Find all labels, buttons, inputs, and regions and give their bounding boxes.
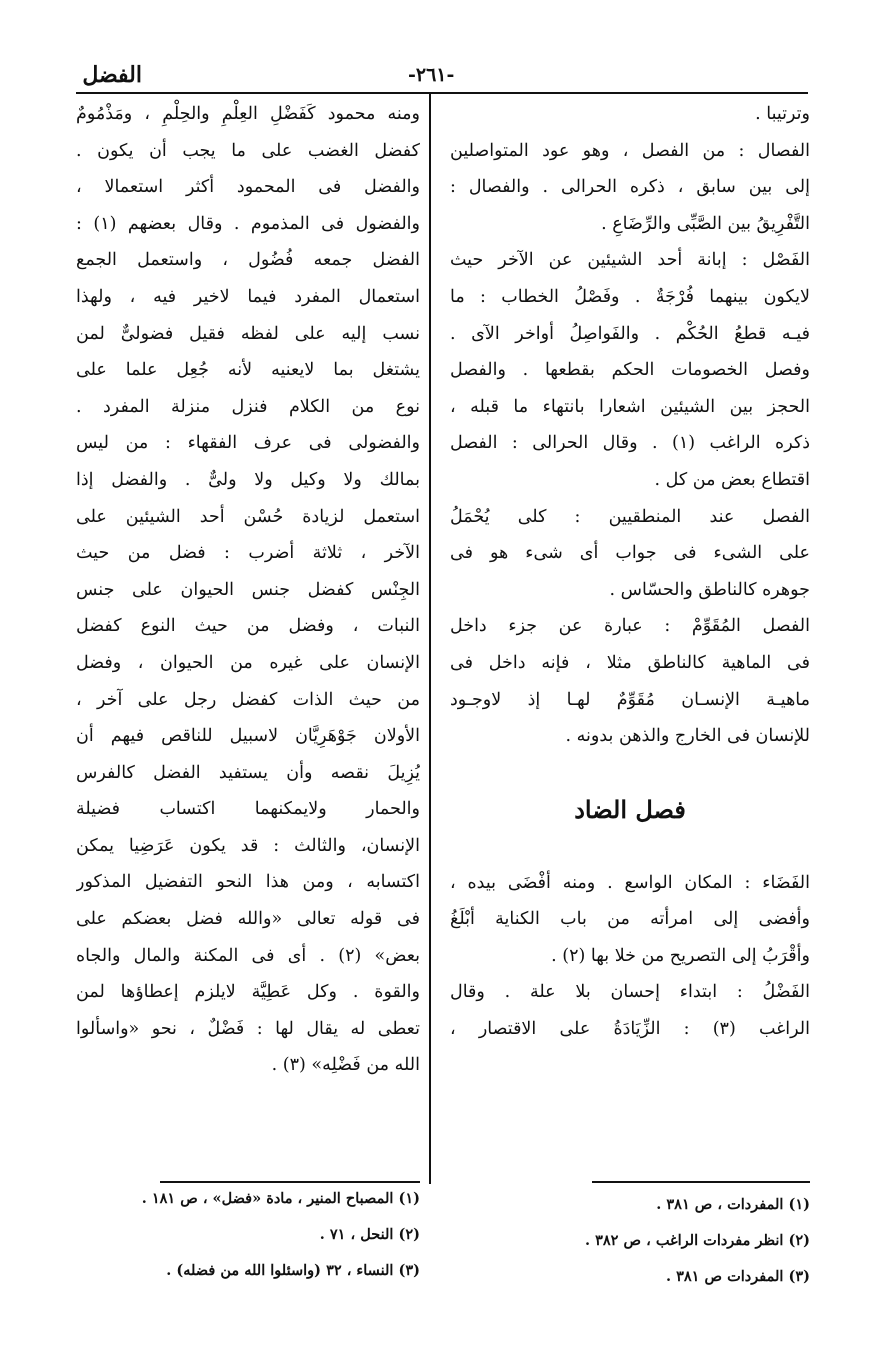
text-line: النبات ، وفضل من حيث النوع كفضل (76, 616, 420, 637)
footnote: (٢) انظر مفردات الراغب ، ص ٣٨٢ . (584, 1232, 810, 1249)
text-line: فى قوله تعالى «والله فضل بعضكم على (76, 909, 420, 930)
text-line: على الشىء فى جواب أى شىء هو فى (450, 543, 810, 564)
text-line: والفضول فى المذموم . وقال بعضهم (١) : (76, 213, 420, 234)
text-line: والقوة . وكل عَطِيَّة لايلزم إعطاؤها لمن (76, 982, 420, 1003)
text-line: الآخر ، ثلاثة أضرب : فضل من حيث (76, 543, 420, 564)
text-line: استعمل لزيادة حُسْن أحد الشيئين على (76, 506, 420, 527)
entry-line: الفصال : من الفصل ، وهو عود المتواصلين (450, 140, 810, 161)
text-line: نسب إليه على لفظه فقيل فضولىٌّ لمن (76, 323, 420, 344)
left-column (76, 96, 420, 1084)
text-line: يشتغل بما لايعنيه لأنه جُعِل علما على (76, 360, 420, 381)
text-line: ومنه محمود كَفَضْلِ العِلْمِ والحِلْمِ ، ومَذْمُومٌ (76, 104, 420, 124)
footnote: (٢) النحل ، ٧١ . (319, 1226, 420, 1243)
text-line: اكتسابه ، ومن هذا النحو التفضيل المذكور (76, 872, 420, 893)
text-line: الإنسان، والثالث : قد يكون عَرَضِيا يمكن (76, 835, 420, 856)
text-line: الراغب (٣) : الزِّيَادَةُ على الاقتصار ، (450, 1019, 810, 1040)
text-line: وأقْرَبُ إلى التصريح من خلا بها (٢) . (551, 945, 810, 966)
text-line: وأفضى إلى امرأته من باب الكناية أبْلَغُ (450, 909, 810, 930)
right-column (450, 96, 810, 1048)
entry-line: الفَضْلُ : ابتداء إحسان بلا علة . وقال (450, 982, 810, 1003)
text-line: بعض» (٢) . أى فى المكنة والمال والجاه (76, 945, 420, 966)
entry-line: الفصل عند المنطقيين : كلى يُحْمَلُ (450, 506, 810, 527)
text-line: التَّفْرِيقُ بين الصَّبِّى والرِّضَاعِ . (601, 213, 810, 234)
entry-line: الفَصْل : إبانة أحد الشيئين عن الآخر حيث (450, 250, 810, 271)
text-line: استعمال المفرد فيما لاخير فيه ، ولهذا (76, 286, 420, 307)
text-line: الإنسان على غيره من الحيوان ، وفضل (76, 652, 420, 673)
text-line: جوهره كالناطق والحسّاس . (609, 579, 810, 600)
text-line: من حيث الذات كفضل رجل على آخر ، (76, 689, 420, 710)
footnote-divider-left (160, 1181, 420, 1183)
text-line: فيـه قطعُ الحُكْم . والفَواصِلُ أواخر الآى . (450, 323, 810, 344)
footnote: (١) المصباح المنير ، مادة «فضل» ، ص ١٨١ . (141, 1190, 420, 1207)
text-line: والحمار ولايمكنهما اكتساب فضيلة (76, 799, 420, 820)
text-line: الأولان جَوْهَرِيَّان لاسبيل للناقص فيهم أن (76, 726, 420, 747)
text-line: بمالك ولا وكيل ولا ولىٌّ . والفضل إذا (76, 469, 420, 490)
text-line: والفضولى فى عرف الفقهاء : من ليس (76, 433, 420, 454)
text-line: إلى بين سابق ، ذكره الحرالى . والفصال : (450, 177, 810, 198)
text-line: لايكون بينهما فُرْجَةٌ . وفَصْلُ الخطاب : ما (450, 286, 810, 307)
text-line: الله من فَضْلِه» (٣) . (271, 1055, 420, 1076)
footnote-divider-right (592, 1181, 810, 1183)
text-line: وترتيبا . (755, 104, 810, 124)
text-line: نوع من الكلام فنزل منزلة المفرد . (76, 396, 420, 417)
column-divider (429, 94, 431, 1184)
footnote: (٣) المفردات ص ٣٨١ . (666, 1268, 810, 1285)
footnote: (١) المفردات ، ص ٣٨١ . (656, 1196, 810, 1213)
text-line: فى الماهية كالناطق مثلا ، فإنه داخل فى (450, 652, 810, 673)
text-line: الحجز بين الشيئين اشعارا بانتهاء ما قبله ، (450, 396, 810, 417)
header-divider (76, 92, 808, 94)
footnote: (٣) النساء ، ٣٢ (واسئلوا الله من فضله) . (166, 1262, 420, 1279)
text-line: للإنسان فى الخارج والذهن بدونه . (565, 726, 810, 747)
text-line: كفضل الغضب على ما يجب أن يكون . (76, 140, 420, 161)
text-line: اقتطاع بعض من كل . (654, 469, 810, 490)
text-line: والفضل فى المحمود أكثر استعمالا ، (76, 177, 420, 198)
text-line: وفصل الخصومات الحكم بقطعها . والفصل (450, 360, 810, 381)
running-head-word: الفضل (82, 62, 142, 88)
page-number: -٢٦١- (408, 64, 455, 86)
text-line: الفضل جمعه فُضُول ، واستعمل الجمع (76, 250, 420, 271)
section-title: فصل الضاد (574, 794, 686, 824)
text-line: ذكره الراغب (١) . وقال الحرالى : الفصل (450, 433, 810, 454)
text-line: الجِنْس كفضل جنس الحيوان على جنس (76, 579, 420, 600)
entry-line: الفصل المُقَوِّمْ : عبارة عن جزء داخل (450, 616, 810, 637)
text-line: يُزِيلَ نقصه وأن يستفيد الفضل كالفرس (76, 762, 420, 783)
entry-line: الفَضَاء : المكان الواسع . ومنه أفْضَى بيده ، (450, 872, 810, 893)
text-line: تعطى له يقال لها : فَضْلٌ ، نحو «واسألوا (76, 1018, 420, 1039)
text-line: ماهيـة الإنسـان مُقَوِّمٌ لهـا إذ لاوجـود (450, 689, 810, 710)
